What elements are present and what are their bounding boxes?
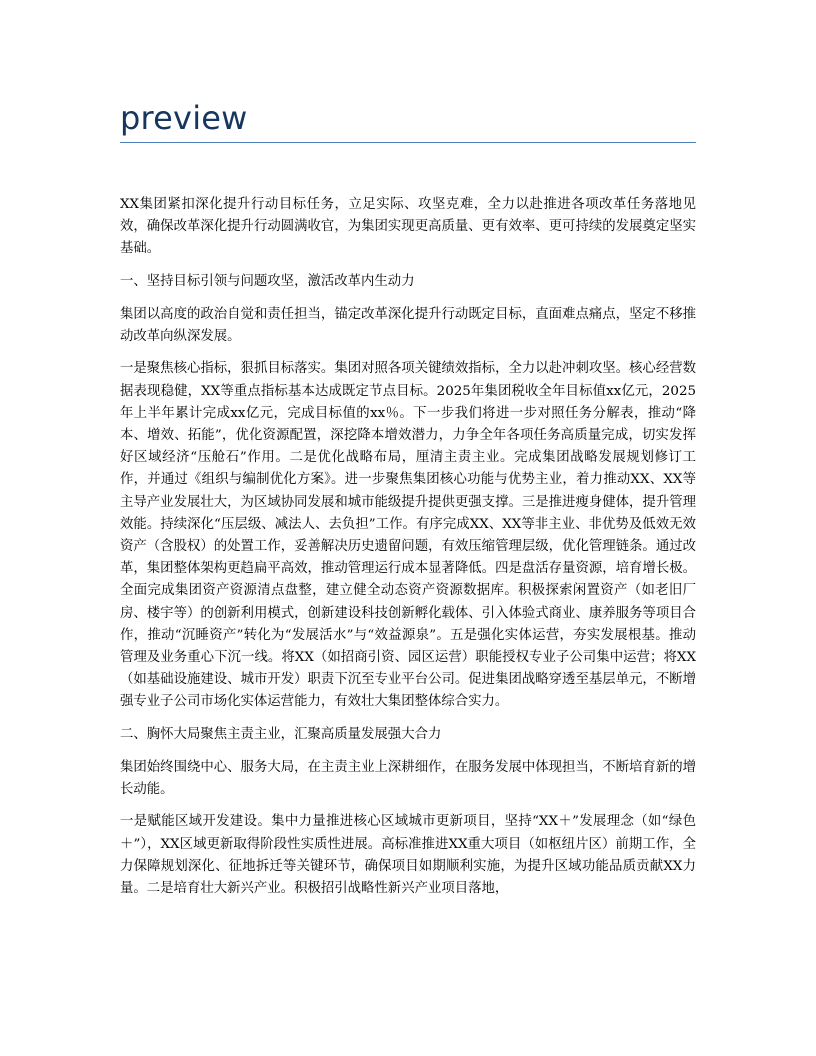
section-2-detail-paragraph: 一是赋能区域开发建设。集中力量推进核心区域城市更新项目，坚持“XX＋”发展理念（如“绿色＋”），XX区域更新取得阶段性实质性进展。高标准推进XX重大项目（如枢纽片区）前期工作，全力保障规划深化、征地拆迁等关键环节，确保项目如期顺利实施，为提升区域功能品质贡献XX力量。二是培育壮大新兴产业。积极招引战略性新兴产业项目落地， xyxy=(120,814,696,897)
intro-paragraph: XX集团紧扣深化提升行动目标任务，立足实际、攻坚克难，全力以赴推进各项改革任务落地见效，确保改革深化提升行动圆满收官，为集团实现更高质量、更有效率、更可持续的发展奠定坚实基础。 xyxy=(120,197,696,257)
section-heading-1: 一、坚持目标引领与问题攻坚，激活改革内生动力 xyxy=(120,274,415,289)
title-underline xyxy=(120,142,696,143)
section-2-summary-paragraph: 集团始终围绕中心、服务大局，在主责主业上深耕细作，在服务发展中体现担当，不断培育新的增长动能。 xyxy=(120,759,696,797)
document-title: preview xyxy=(120,99,248,137)
document-body xyxy=(120,194,696,911)
section-1-summary-paragraph: 集团以高度的政治自觉和责任担当，锚定改革深化提升行动既定目标，直面难点痛点，坚定不移推动改革向纵深发展。 xyxy=(120,306,696,344)
section-heading-2: 二、胸怀大局聚焦主责主业，汇聚高质量发展强大合力 xyxy=(120,727,442,743)
section-1-detail-paragraph: 一是聚焦核心指标，狠抓目标落实。集团对照各项关键绩效指标，全力以赴冲刺攻坚。核心经营数据表现稳健，XX等重点指标基本达成既定节点目标。2025年集团税收全年目标值xx亿元，2025年上半年累计完成xx亿元，完成目标值的xx％。下一步我们将进一步对照任务分解表，推动“降本、增效、拓能”，优化资源配置，深挖降本增效潜力，力争全年各项任务高质量完成，切实发挥好区域经济“压舱石”作用。二是优化战略布局，厘清主责主业。完成集团战略发展规划修订工作，并通过《组织与编制优化方案》。进一步聚焦集团核心功能与优势主业，着力推动XX、XX等主导产业发展壮大，为区域协同发展和城市能级提升提供更强支撑。三是推进瘦身健体，提升管理效能。持续深化“压层级、减法人、去负担”工作。有序完成XX、XX等非主业、非优势及低效无效资产（含股权）的处置工作，妥善解决历史遗留问题，有效压缩管理层级，优化管理链条。通过改革，集团整体架构更趋扁平高效，推动管理运行成本显著降低。四是盘活存量资源，培育增长极。全面完成集团资产资源清点盘整，建立健全动态资产资源数据库。积极探索闲置资产（如老旧厂房、楼宇等）的创新利用模式，创新建设科技创新孵化载体、引入体验式商业、康养服务等项目合作，推动“沉睡资产”转化为“发展活水”与“效益源泉”。五是强化实体运营，夯实发展根基。推动管理及业务重心下沉一线。将XX（如招商引资、园区运营）职能授权专业子公司集中运营；将XX（如基础设施建设、城市开发）职责下沉至专业平台公司。促进集团战略穿透至基层单元，不断增强专业子公司市场化实体运营能力，有效壮大集团整体综合实力。 xyxy=(120,361,696,710)
